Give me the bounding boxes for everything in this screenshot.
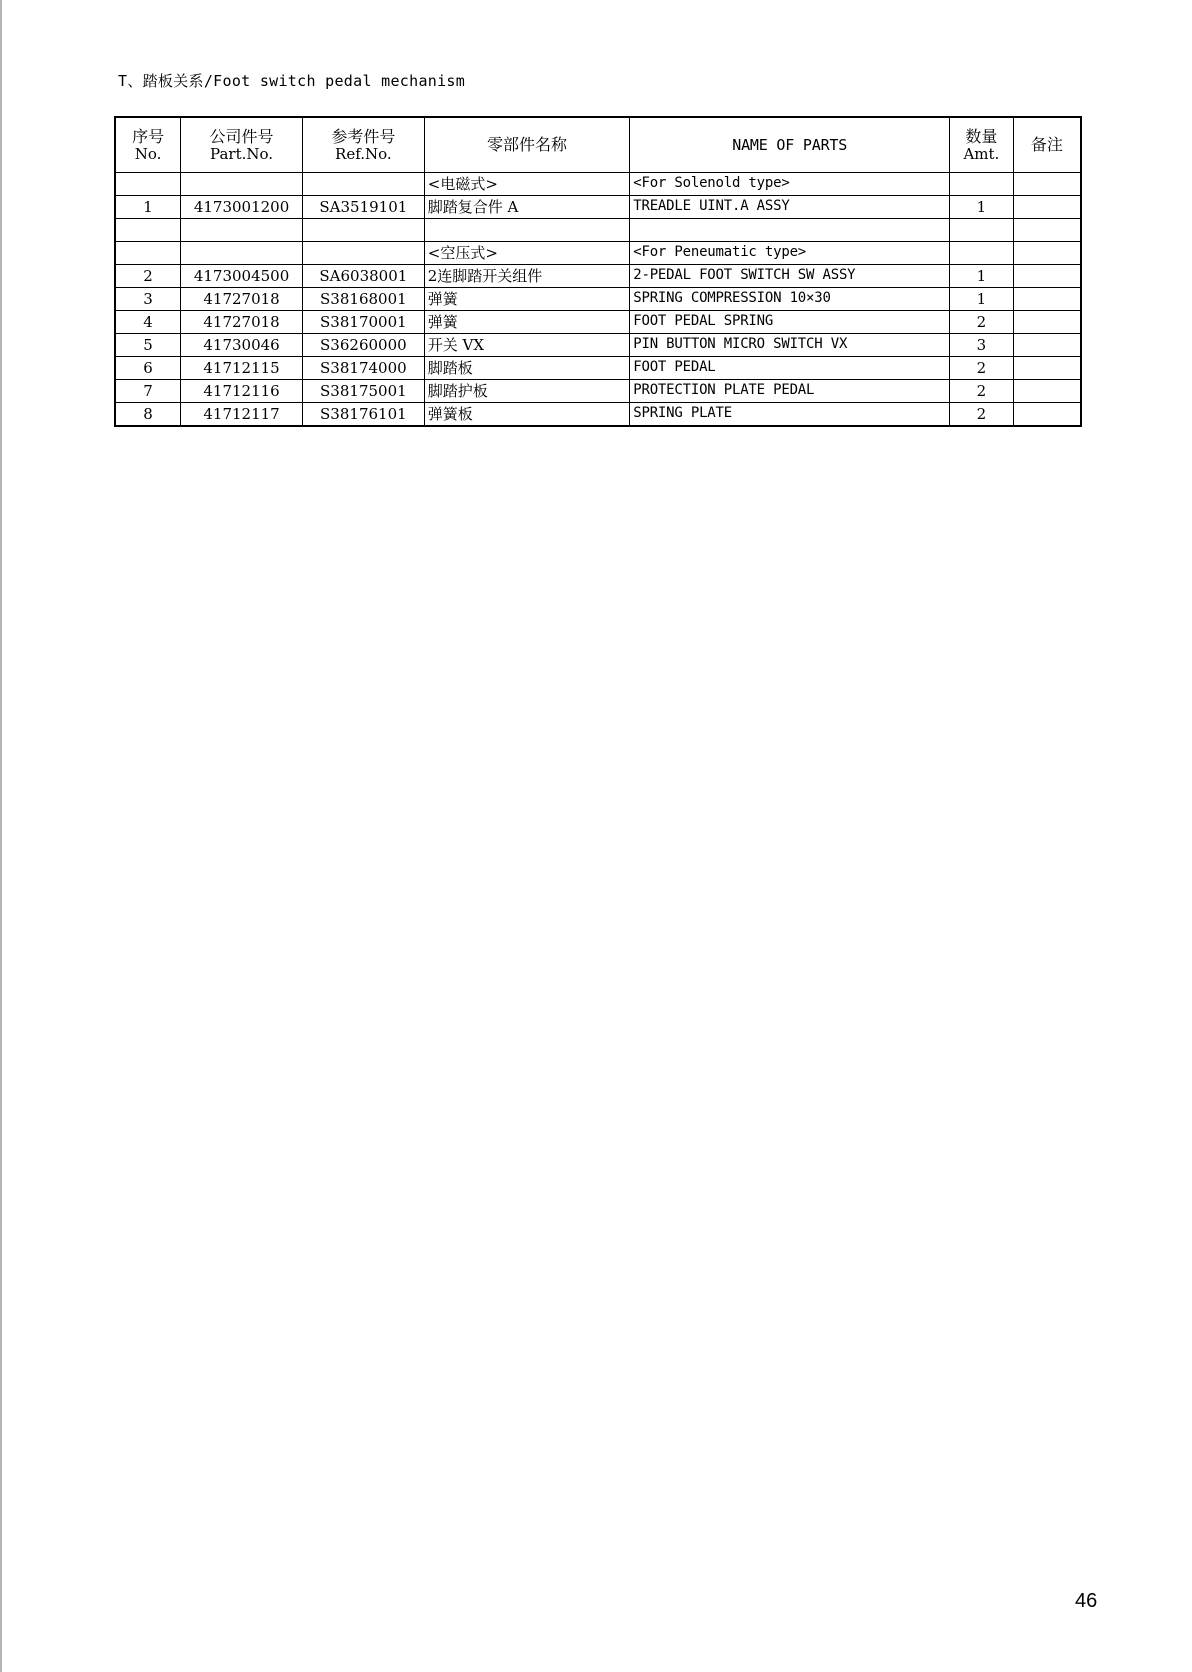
- cell-ref-no: S38170001: [302, 311, 424, 334]
- cell-name-cn: <空压式>: [424, 242, 629, 265]
- table-row: [115, 196, 1081, 219]
- cell-name-cn: 脚踏板: [424, 357, 629, 380]
- cell-no: 7: [115, 380, 181, 403]
- cell-part-no: 41712116: [181, 380, 303, 403]
- cell-part-no: 41712115: [181, 357, 303, 380]
- cell-amt: 1: [950, 265, 1014, 288]
- table-row: [115, 288, 1081, 311]
- cell-amt: [950, 219, 1014, 242]
- cell-name-en: <For Solenold type>: [630, 173, 950, 196]
- cell-amt: 1: [950, 196, 1014, 219]
- header-name-en: NAME OF PARTS: [630, 117, 950, 173]
- cell-name-cn: 弹簧: [424, 311, 629, 334]
- cell-remark: [1013, 219, 1081, 242]
- cell-ref-no: S36260000: [302, 334, 424, 357]
- cell-no: 5: [115, 334, 181, 357]
- cell-name-cn: 开关 VX: [424, 334, 629, 357]
- table-row: [115, 311, 1081, 334]
- cell-remark: [1013, 288, 1081, 311]
- cell-remark: [1013, 311, 1081, 334]
- cell-no: [115, 219, 181, 242]
- header-part-no: 公司件号 Part.No.: [181, 117, 303, 173]
- cell-remark: [1013, 242, 1081, 265]
- cell-name-en: PROTECTION PLATE PEDAL: [630, 380, 950, 403]
- cell-name-en: <For Peneumatic type>: [630, 242, 950, 265]
- cell-no: 4: [115, 311, 181, 334]
- table-header: [115, 117, 1081, 173]
- cell-name-en: FOOT PEDAL SPRING: [630, 311, 950, 334]
- cell-amt: 2: [950, 380, 1014, 403]
- table-row: [115, 357, 1081, 380]
- cell-amt: 1: [950, 288, 1014, 311]
- table-row: [115, 173, 1081, 196]
- cell-no: 2: [115, 265, 181, 288]
- cell-no: 1: [115, 196, 181, 219]
- header-name-cn: 零部件名称: [424, 117, 629, 173]
- cell-ref-no: S38168001: [302, 288, 424, 311]
- cell-part-no: 4173001200: [181, 196, 303, 219]
- cell-remark: [1013, 334, 1081, 357]
- cell-ref-no: SA3519101: [302, 196, 424, 219]
- cell-no: 3: [115, 288, 181, 311]
- cell-ref-no: S38176101: [302, 403, 424, 427]
- cell-no: 6: [115, 357, 181, 380]
- cell-ref-no: [302, 173, 424, 196]
- cell-ref-no: SA6038001: [302, 265, 424, 288]
- cell-no: 8: [115, 403, 181, 427]
- cell-part-no: [181, 173, 303, 196]
- cell-name-cn: 脚踏复合件 A: [424, 196, 629, 219]
- parts-table: [114, 116, 1082, 427]
- cell-amt: 3: [950, 334, 1014, 357]
- cell-part-no: 41727018: [181, 311, 303, 334]
- header-remark: 备注: [1013, 117, 1081, 173]
- cell-name-cn: 弹簧: [424, 288, 629, 311]
- cell-name-en: SPRING COMPRESSION 10×30: [630, 288, 950, 311]
- table-row: [115, 380, 1081, 403]
- cell-amt: 2: [950, 403, 1014, 427]
- cell-ref-no: S38174000: [302, 357, 424, 380]
- cell-remark: [1013, 380, 1081, 403]
- cell-name-en: FOOT PEDAL: [630, 357, 950, 380]
- cell-part-no: 41730046: [181, 334, 303, 357]
- cell-name-en: [630, 219, 950, 242]
- cell-name-en: SPRING PLATE: [630, 403, 950, 427]
- header-amt: 数量 Amt.: [950, 117, 1014, 173]
- table-row: [115, 265, 1081, 288]
- cell-ref-no: S38175001: [302, 380, 424, 403]
- cell-name-cn: 2连脚踏开关组件: [424, 265, 629, 288]
- cell-amt: 2: [950, 357, 1014, 380]
- cell-part-no: 4173004500: [181, 265, 303, 288]
- cell-ref-no: [302, 219, 424, 242]
- cell-remark: [1013, 196, 1081, 219]
- cell-name-en: TREADLE UINT.A ASSY: [630, 196, 950, 219]
- table-row: [115, 219, 1081, 242]
- cell-remark: [1013, 265, 1081, 288]
- cell-name-cn: <电磁式>: [424, 173, 629, 196]
- cell-name-en: 2-PEDAL FOOT SWITCH SW ASSY: [630, 265, 950, 288]
- cell-name-cn: [424, 219, 629, 242]
- table-body: [115, 173, 1081, 427]
- cell-name-cn: 弹簧板: [424, 403, 629, 427]
- cell-no: [115, 242, 181, 265]
- cell-name-cn: 脚踏护板: [424, 380, 629, 403]
- cell-ref-no: [302, 242, 424, 265]
- page-edge-rule: [0, 0, 2, 1672]
- header-ref-no: 参考件号 Ref.No.: [302, 117, 424, 173]
- cell-amt: [950, 242, 1014, 265]
- cell-part-no: 41712117: [181, 403, 303, 427]
- page-number: 46: [1075, 1590, 1098, 1612]
- table-row: [115, 334, 1081, 357]
- cell-part-no: 41727018: [181, 288, 303, 311]
- cell-part-no: [181, 219, 303, 242]
- cell-name-en: PIN BUTTON MICRO SWITCH VX: [630, 334, 950, 357]
- cell-amt: 2: [950, 311, 1014, 334]
- cell-remark: [1013, 403, 1081, 427]
- cell-amt: [950, 173, 1014, 196]
- header-no: 序号 No.: [115, 117, 181, 173]
- cell-remark: [1013, 173, 1081, 196]
- cell-part-no: [181, 242, 303, 265]
- cell-no: [115, 173, 181, 196]
- table-row: [115, 242, 1081, 265]
- cell-remark: [1013, 357, 1081, 380]
- page-title: T、踏板关系/Foot switch pedal mechanism: [118, 72, 466, 90]
- table-row: [115, 403, 1081, 427]
